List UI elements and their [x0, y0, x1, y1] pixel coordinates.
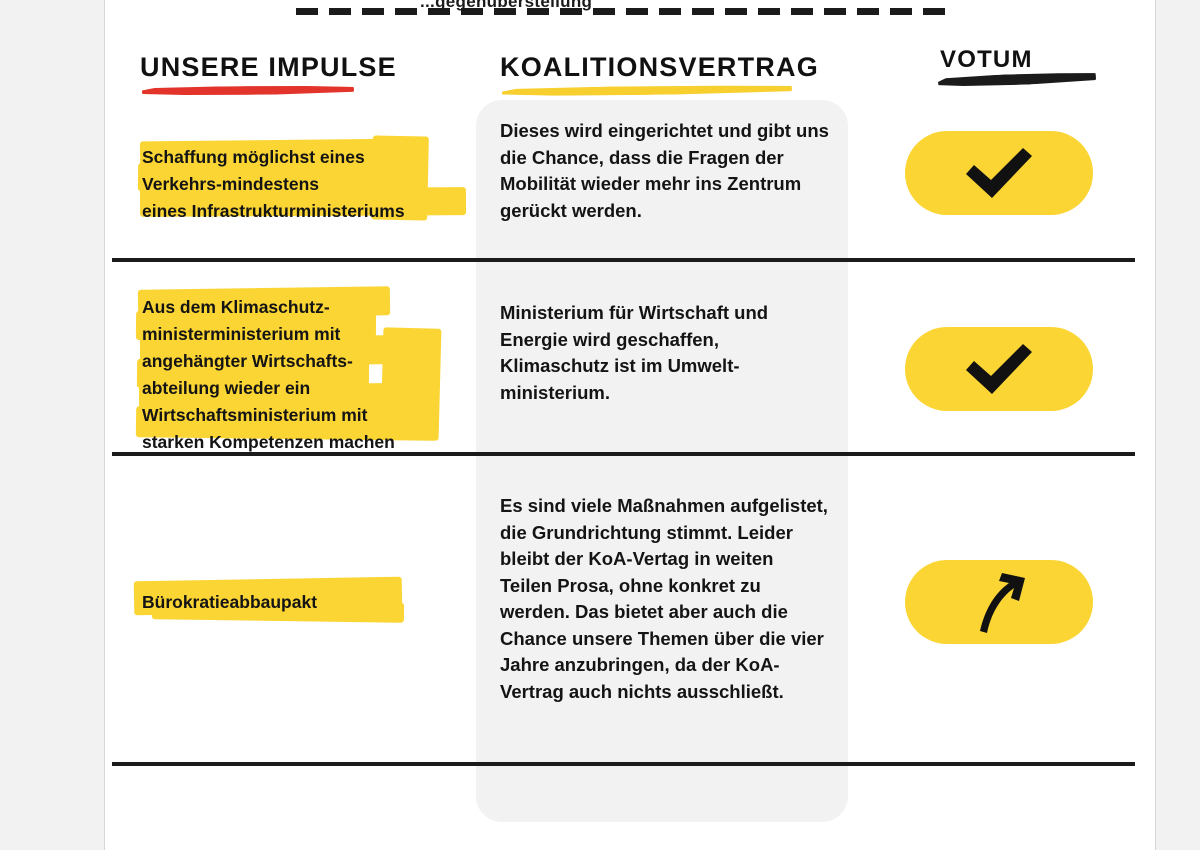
column-header-koalitionsvertrag — [500, 52, 819, 83]
row-divider-1 — [112, 258, 1135, 262]
impulse-line: Schaffung möglichst eines — [142, 147, 365, 167]
impulse-line: ministerministerium mit — [142, 324, 341, 344]
dashed-divider — [296, 8, 952, 15]
koalitionsvertrag-cell-2: Ministerium für Wirtschaft und Energie wird geschaffen, Klimaschutz ist im Umwelt-ministerium. — [500, 302, 769, 403]
column-header-impulse-label: UNSERE IMPULSE — [140, 52, 397, 82]
column-header-votum-label: VOTUM — [940, 46, 1033, 73]
koalitionsvertrag-cell-1: Dieses wird eingerichtet und gibt uns die Chance, dass die Fragen der Mobilität wieder mehr ins Zentrum gerückt werden. — [500, 120, 829, 221]
checkmark-icon — [962, 145, 1036, 201]
sheet-left-edge — [104, 0, 105, 850]
impulse-cell-2 — [142, 294, 482, 456]
impulse-line: angehängter Wirtschafts- — [142, 351, 353, 371]
votum-cell-3 — [905, 560, 1093, 644]
koalitionsvertrag-cell-3: Es sind viele Maßnahmen aufgelistet, die Grundrichtung stimmt. Leider bleibt der KoA-Vertag in weiten Teilen Prosa, ohne konkret zu werden. Das bietet aber auch die Chance unsere Themen über die vier Jahre anzubringen, da der KoA-Vertrag auch nichts ausschließt. — [500, 495, 828, 702]
impulse-line: Wirtschaftsministerium mit — [142, 405, 368, 425]
votum-cell-1 — [905, 131, 1093, 215]
impulse-line: Bürokratieabbaupakt — [142, 592, 318, 612]
impulse-cell-3 — [142, 589, 482, 616]
top-partial-heading — [420, 0, 840, 2]
row-divider-3 — [112, 762, 1135, 766]
impulse-line: Aus dem Klimaschutz- — [142, 297, 330, 317]
upward-arrow-icon — [969, 569, 1029, 635]
impulse-cell-1 — [142, 144, 482, 225]
impulse-line: abteilung wieder ein — [142, 378, 311, 398]
column-header-impulse — [140, 52, 397, 83]
votum-cell-2 — [905, 327, 1093, 411]
sheet-right-edge — [1155, 0, 1156, 850]
checkmark-icon — [962, 341, 1036, 397]
impulse-line: starken Kompetenzen machen — [142, 432, 395, 452]
impulse-line: Verkehrs-mindestens — [142, 174, 320, 194]
column-header-koalitionsvertrag-label: KOALITIONSVERTRAG — [500, 52, 819, 82]
column-header-votum — [940, 46, 1033, 74]
impulse-line: eines Infrastrukturministeriums — [142, 201, 405, 221]
